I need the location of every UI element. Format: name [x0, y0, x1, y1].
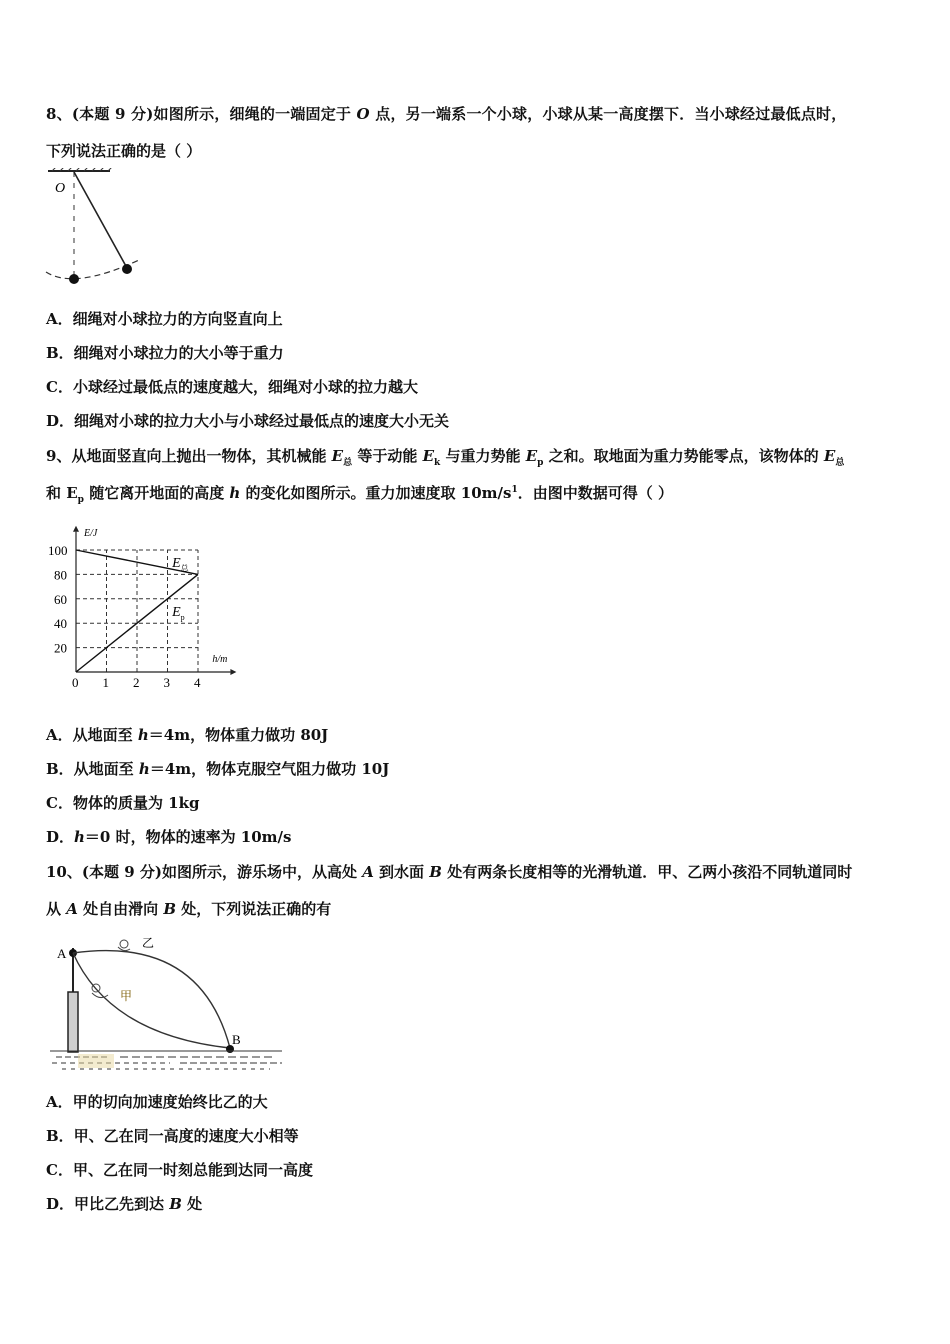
q9-stem-line2: 和 $E_p$ 随它离开地面的高度 h 的变化如图所示。重力加速度取 $10m/s^1$．由图中数据可得（ ）	[46, 484, 673, 505]
x-tick-label: 3	[163, 675, 170, 690]
q8-option-c[interactable]: C．小球经过最低点的速度越大，细绳对小球的拉力越大	[46, 378, 418, 396]
q10-label-a: A	[57, 946, 67, 961]
q9-energy-chart	[40, 515, 260, 693]
q9-option-d[interactable]: D．h＝0 时，物体的速率为 10m/s	[46, 828, 292, 846]
y-axis-label: E/J	[84, 527, 98, 539]
q10-option-c[interactable]: C．甲、乙在同一时刻总能到达同一高度	[46, 1161, 313, 1179]
y-tick-label: 60	[54, 591, 67, 607]
x-tick-label: 2	[133, 675, 140, 690]
x-axis-arrow	[230, 669, 236, 675]
q9-option-b[interactable]: B．从地面至 h＝4m，物体克服空气阻力做功 10J	[46, 760, 390, 778]
y-tick-label: 100	[48, 543, 68, 558]
q8-pendulum-figure	[44, 168, 148, 288]
y-axis-arrow	[73, 526, 79, 532]
q8-stem-line2: 下列说法正确的是（ ）	[46, 142, 202, 160]
q10-child-yi	[118, 940, 130, 951]
y-tick-label: 20	[54, 640, 67, 656]
q9-option-c[interactable]: C．物体的质量为 1kg	[46, 794, 200, 812]
q8-stem-line1: 8、(本题 9 分)如图所示，细绳的一端固定于 O 点，另一端系一个小球，小球从某一高度摆下．当小球经过最低点时，	[46, 105, 847, 123]
q10-track-jia	[73, 953, 230, 1048]
q8-label-O: O	[55, 181, 66, 196]
x-tick-label: 4	[194, 675, 201, 690]
q10-option-a[interactable]: A．甲的切向加速度始终比乙的大	[46, 1093, 268, 1111]
q8-option-a[interactable]: A．细绳对小球拉力的方向竖直向上	[46, 310, 283, 328]
x-axis-label: h/m	[212, 654, 228, 665]
series-label-ep: $E_p$	[172, 604, 185, 622]
q10-tower	[68, 992, 78, 1052]
series-label-e-total: $E_总$	[172, 556, 189, 574]
x-tick-label: 0	[72, 675, 79, 690]
q10-stem-line2: 从 A 处自由滑向 B 处，下列说法正确的有	[46, 900, 332, 918]
q10-option-d[interactable]: D．甲比乙先到达 B 处	[46, 1195, 203, 1213]
q9-stem-line1: 9、从地面竖直向上抛出一物体，其机械能 $E_总$ 等于动能 $E_k$ 与重力势能 $E_p$ 之和。取地面为重力势能零点，该物体的 $E_总$	[46, 447, 845, 468]
q8-option-d[interactable]: D．细绳对小球的拉力大小与小球经过最低点的速度大小无关	[46, 412, 450, 430]
y-tick-label: 80	[54, 567, 67, 583]
q8-ball-lowest	[69, 274, 79, 284]
q10-slide-figure	[50, 930, 290, 1078]
q10-label-b: B	[232, 1032, 241, 1047]
y-tick-label: 40	[54, 616, 67, 632]
q10-stem-line1: 10、(本题 9 分)如图所示，游乐场中，从高处 A 到水面 B 处有两条长度相等的光滑轨道．甲、乙两小孩沿不同轨道同时	[46, 863, 853, 881]
q10-label-yi: 乙	[142, 936, 155, 950]
q8-option-b[interactable]: B．细绳对小球拉力的大小等于重力	[46, 344, 284, 362]
q10-track-yi	[73, 951, 230, 1048]
q8-ball-released	[122, 264, 132, 274]
q10-label-jia: 甲	[120, 989, 133, 1003]
x-tick-label: 1	[102, 675, 109, 690]
q9-option-a[interactable]: A．从地面至 h＝4m，物体重力做功 80J	[46, 726, 329, 744]
q10-option-b[interactable]: B．甲、乙在同一高度的速度大小相等	[46, 1127, 299, 1145]
